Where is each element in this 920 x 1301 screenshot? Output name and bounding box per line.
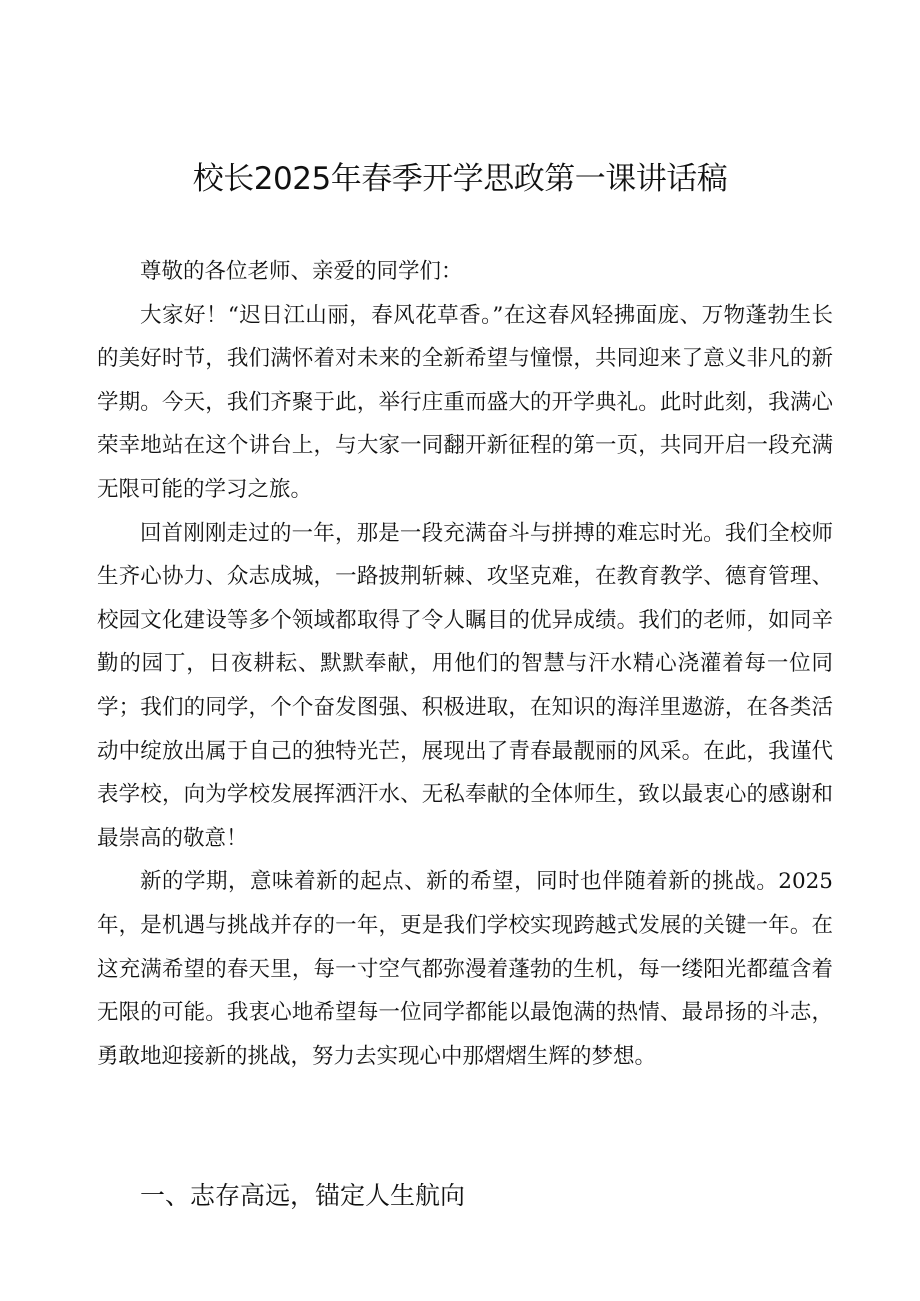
body-paragraph: 回首刚刚走过的一年，那是一段充满奋斗与拼搏的难忘时光。我们全校师生齐心协力、众志成城，一路披荆斩棘、攻坚克难，在教育教学、德育管理、校园文化建设等多个领域都取得了令人瞩目的优异成绩。我们的老师，如同辛勤的园丁，日夜耕耘、默默奉献，用他们的智慧与汗水精心浇灌着每一位同学；我们的同学，个个奋发图强、积极进取，在知识的海洋里遨游，在各类活动中绽放出属于自己的独特光芒，展现出了青春最靓丽的风采。在此，我谨代表学校，向为学校发展挥洒汗水、无私奉献的全体师生，致以最衷心的感谢和最崇高的敬意！ bbox=[97, 520, 833, 851]
document-body bbox=[97, 250, 833, 1078]
salutation-paragraph: 尊敬的各位老师、亲爱的同学们： bbox=[140, 259, 463, 284]
body-paragraph: 新的学期，意味着新的起点、新的希望，同时也伴随着新的挑战。2025年，是机遇与挑战并存的一年，更是我们学校实现跨越式发展的关键一年。在这充满希望的春天里，每一寸空气都弥漫着蓬勃的生机，每一缕阳光都蕴含着无限的可能。我衷心地希望每一位同学都能以最饱满的热情、最昂扬的斗志，勇敢地迎接新的挑战，努力去实现心中那熠熠生辉的梦想。 bbox=[97, 869, 833, 1069]
section-heading: 一、志存高远，锚定人生航向 bbox=[140, 1181, 466, 1210]
document-title: 校长2025年春季开学思政第一课讲话稿 bbox=[192, 161, 728, 197]
body-paragraph: 大家好！“迟日江山丽，春风花草香。”在这春风轻拂面庞、万物蓬勃生长的美好时节，我们满怀着对未来的全新希望与憧憬，共同迎来了意义非凡的新学期。今天，我们齐聚于此，举行庄重而盛大的开学典礼。此时此刻，我满心荣幸地站在这个讲台上，与大家一同翻开新征程的第一页，共同开启一段充满无限可能的学习之旅。 bbox=[97, 302, 833, 502]
